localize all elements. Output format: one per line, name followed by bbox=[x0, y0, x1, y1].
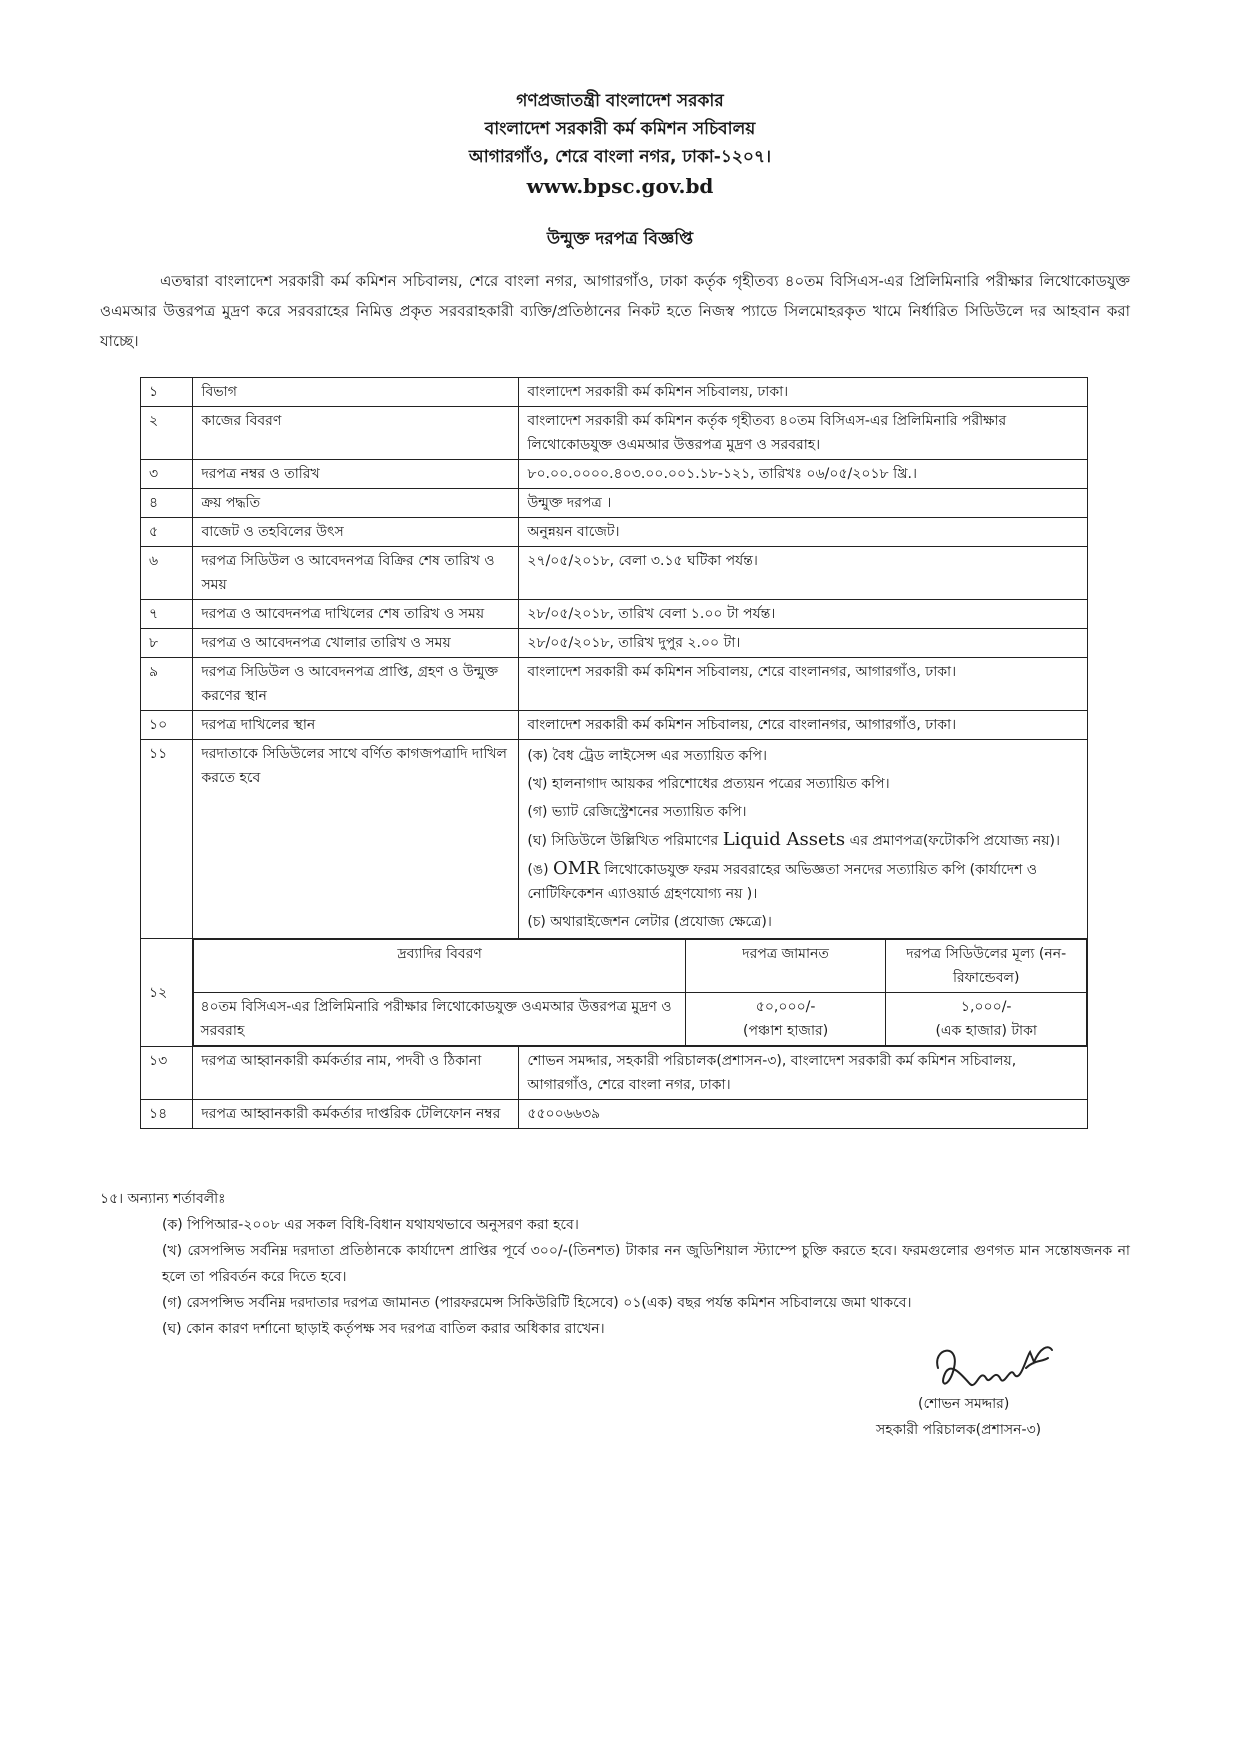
table-row bbox=[141, 600, 1088, 629]
row-value: বাংলাদেশ সরকারী কর্ম কমিশন সচিবালয়, শেরে বাংলানগর, আগারগাঁও, ঢাকা। bbox=[519, 658, 1088, 711]
row-label: দরপত্র ও আবেদনপত্র খোলার তারিখ ও সময় bbox=[193, 629, 519, 658]
table-row bbox=[141, 629, 1088, 658]
price-amount-words: (এক হাজার) টাকা bbox=[935, 1023, 1037, 1039]
signatory-name: (শোভন সমদ্দার) bbox=[918, 1396, 1010, 1412]
notice-title: উন্মুক্ত দরপত্র বিজ্ঞপ্তি bbox=[546, 229, 694, 249]
goods-table bbox=[193, 939, 1087, 1046]
table-row bbox=[141, 1047, 1088, 1100]
row-value: শোভন সমদ্দার, সহকারী পরিচালক(প্রশাসন-৩), বাংলাদেশ সরকারী কর্ম কমিশন সচিবালয়, আগারগাঁও, শেরে বাংলা নগর, ঢাকা। bbox=[519, 1047, 1088, 1100]
conditions-title: ১৫। অন্যান্য শর্তাবলীঃ bbox=[100, 1191, 226, 1207]
row-number: ১২ bbox=[141, 939, 193, 1047]
table-row bbox=[141, 460, 1088, 489]
omr-text: OMR bbox=[553, 858, 600, 879]
row-value: ২৮/০৫/২০১৮, তারিখ বেলা ১.০০ টা পর্যন্ত। bbox=[519, 600, 1088, 629]
row-label: বিভাগ bbox=[193, 378, 519, 407]
row-label: দরদাতাকে সিডিউলের সাথে বর্ণিত কাগজপত্রাদি দাখিল করতে হবে bbox=[193, 740, 519, 939]
condition-item: (ক) পিপিআর-২০০৮ এর সকল বিধি-বিধান যথাযথভাবে অনুসরণ করা হবে। bbox=[162, 1217, 579, 1233]
row-number: ৫ bbox=[141, 518, 193, 547]
tender-details-table bbox=[140, 377, 1088, 1129]
document-item: (ক) বৈধ ট্রেড লাইসেন্স এর সত্যায়িত কপি। bbox=[527, 748, 767, 764]
document-item-prefix: (ঙ) bbox=[527, 862, 549, 878]
condition-item: (ঘ) কোন কারণ দর্শানো ছাড়াই কর্তৃপক্ষ সব দরপত্র বাতিল করার অধিকার রাখেন। bbox=[162, 1321, 605, 1337]
document-item bbox=[527, 855, 1079, 908]
header-address: আগারগাঁও, শেরে বাংলা নগর, ঢাকা-১২০৭। bbox=[468, 147, 772, 167]
goods-header-description: দ্রব্যাদির বিবরণ bbox=[194, 940, 685, 993]
row-number: ১৪ bbox=[141, 1100, 193, 1129]
row-label: দরপত্র নম্বর ও তারিখ bbox=[193, 460, 519, 489]
row-number: ২ bbox=[141, 407, 193, 460]
row-value: উন্মুক্ত দরপত্র । bbox=[519, 489, 1088, 518]
row-label: দরপত্র ও আবেদনপত্র দাখিলের শেষ তারিখ ও সময় bbox=[193, 600, 519, 629]
document-item: (গ) ভ্যাট রেজিস্ট্রেশনের সত্যায়িত কপি। bbox=[527, 804, 747, 820]
price-amount: ১,০০০/- bbox=[960, 999, 1012, 1015]
row-number: ১ bbox=[141, 378, 193, 407]
row-label: দরপত্র সিডিউল ও আবেদনপত্র প্রাপ্তি, গ্রহণ ও উন্মুক্ত করণের স্থান bbox=[193, 658, 519, 711]
document-item-suffix: লিথোকোডযুক্ত ফরম সরবরাহের অভিজ্ঞতা সনদের সত্যায়িত কপি (কার্যাদেশ ও নোটিফিকেশন এ্যাওয়ার্ড গ্রহণযোগ্য নয় )। bbox=[527, 862, 1038, 902]
table-row bbox=[141, 407, 1088, 460]
row-number: ৬ bbox=[141, 547, 193, 600]
header-government: গণপ্রজাতন্ত্রী বাংলাদেশ সরকার bbox=[516, 91, 724, 111]
liquid-assets-text: Liquid Assets bbox=[722, 829, 846, 850]
row-label: দরপত্র আহ্বানকারী কর্মকর্তার নাম, পদবী ও ঠিকানা bbox=[193, 1047, 519, 1100]
goods-price bbox=[886, 993, 1087, 1046]
row-number: ৪ bbox=[141, 489, 193, 518]
table-row bbox=[141, 378, 1088, 407]
row-value: ২৮/০৫/২০১৮, তারিখ দুপুর ২.০০ টা। bbox=[519, 629, 1088, 658]
table-row-documents bbox=[141, 740, 1088, 939]
table-row bbox=[141, 489, 1088, 518]
table-row bbox=[141, 547, 1088, 600]
goods-header-price: দরপত্র সিডিউলের মূল্য (নন-রিফান্ডেবল) bbox=[886, 940, 1087, 993]
row-value: বাংলাদেশ সরকারী কর্ম কমিশন সচিবালয়, ঢাকা। bbox=[519, 378, 1088, 407]
document-item: (খ) হালনাগাদ আয়কর পরিশোধের প্রত্যয়ন পত্রের সত্যায়িত কপি। bbox=[527, 776, 890, 792]
row-number: ১৩ bbox=[141, 1047, 193, 1100]
goods-cell bbox=[193, 939, 1088, 1047]
goods-description: ৪০তম বিসিএস-এর প্রিলিমিনারি পরীক্ষার লিথোকোডযুক্ত ওএমআর উত্তরপত্র মুদ্রণ ও সরবরাহ bbox=[194, 993, 685, 1046]
row-number: ৮ bbox=[141, 629, 193, 658]
conditions-section bbox=[100, 1186, 1130, 1342]
security-amount-words: (পঞ্চাশ হাজার) bbox=[743, 1023, 829, 1039]
row-number: ১০ bbox=[141, 711, 193, 740]
row-value: ৫৫০০৬৬৩৯ bbox=[519, 1100, 1088, 1129]
row-value: বাংলাদেশ সরকারী কর্ম কমিশন কর্তৃক গৃহীতব্য ৪০তম বিসিএস-এর প্রিলিমিনারি পরীক্ষার লিথোকোডযুক্ত ওএমআর উত্তরপত্র মুদ্রণ ও সরবরাহ। bbox=[519, 407, 1088, 460]
signatory-designation: সহকারী পরিচালক(প্রশাসন-৩) bbox=[876, 1422, 1042, 1438]
table-row bbox=[141, 658, 1088, 711]
row-label: দরপত্র সিডিউল ও আবেদনপত্র বিক্রির শেষ তারিখ ও সময় bbox=[193, 547, 519, 600]
row-value: ৮০.০০.০০০০.৪০৩.০০.০০১.১৮-১২১, তারিখঃ ০৬/০৫/২০১৮ খ্রি.। bbox=[519, 460, 1088, 489]
goods-security bbox=[685, 993, 886, 1046]
row-label: দরপত্র আহ্বানকারী কর্মকর্তার দাপ্তরিক টেলিফোন নম্বর bbox=[193, 1100, 519, 1129]
document-item bbox=[527, 826, 1079, 855]
document-item-prefix: (ঘ) সিডিউলে উল্লিখিত পরিমাণের bbox=[527, 833, 719, 849]
row-label: কাজের বিবরণ bbox=[193, 407, 519, 460]
goods-header-security: দরপত্র জামানত bbox=[685, 940, 886, 993]
goods-data-row bbox=[194, 993, 1087, 1046]
row-value: ২৭/০৫/২০১৮, বেলা ৩.১৫ ঘটিকা পর্যন্ত। bbox=[519, 547, 1088, 600]
intro-paragraph: এতদ্বারা বাংলাদেশ সরকারী কর্ম কমিশন সচিবালয়, শেরে বাংলা নগর, আগারগাঁও, ঢাকা কর্তৃক গৃহীতব্য ৪০তম বিসিএস-এর প্রিলিমিনারি পরীক্ষার লিথোকোডযুক্ত ওএমআর উত্তরপত্র মুদ্রণ করে সরবরাহের নিমিত্ত প্রকৃত সরবরাহকারী ব্যক্তি/প্রতিষ্ঠানের নিকট হতে নিজস্ব প্যাডে সিলমোহরকৃত খামে নির্ধারিত সিডিউলে দর আহবান করা যাচ্ছে। bbox=[100, 272, 1130, 350]
documents-list bbox=[519, 740, 1088, 939]
table-row-goods bbox=[141, 939, 1088, 1047]
row-value: অনুন্নয়ন বাজেট। bbox=[519, 518, 1088, 547]
condition-item: (খ) রেসপন্সিভ সর্বনিম্ন দরদাতা প্রতিষ্ঠানকে কার্যাদেশ প্রাপ্তির পূর্বে ৩০০/-(তিনশত) টাকার নন জুডিশিয়াল স্ট্যাম্পে চুক্তি করতে হবে। ফরমগুলোর গুণগত মান সন্তোষজনক না হলে তা পরিবর্তন করে দিতে হবে। bbox=[162, 1243, 1130, 1285]
goods-header-row bbox=[194, 940, 1087, 993]
table-row bbox=[141, 1100, 1088, 1129]
row-label: বাজেট ও তহবিলের উৎস bbox=[193, 518, 519, 547]
condition-item: (গ) রেসপন্সিভ সর্বনিম্ন দরদাতার দরপত্র জামানত (পারফরমেন্স সিকিউরিটি হিসেবে) ০১(এক) বছর পর্যন্ত কমিশন সচিবালয়ে জমা থাকবে। bbox=[162, 1295, 912, 1311]
row-number: ১১ bbox=[141, 740, 193, 939]
row-value: বাংলাদেশ সরকারী কর্ম কমিশন সচিবালয়, শেরে বাংলানগর, আগারগাঁও, ঢাকা। bbox=[519, 711, 1088, 740]
row-label: ক্রয় পদ্ধতি bbox=[193, 489, 519, 518]
row-number: ৭ bbox=[141, 600, 193, 629]
security-amount: ৫০,০০০/- bbox=[755, 999, 816, 1015]
document-item-suffix: এর প্রমাণপত্র(ফটোকপি প্রযোজ্য নয়)। bbox=[849, 833, 1060, 849]
row-number: ৯ bbox=[141, 658, 193, 711]
row-number: ৩ bbox=[141, 460, 193, 489]
row-label: দরপত্র দাখিলের স্থান bbox=[193, 711, 519, 740]
table-row bbox=[141, 711, 1088, 740]
header-commission: বাংলাদেশ সরকারী কর্ম কমিশন সচিবালয় bbox=[484, 119, 756, 139]
table-row bbox=[141, 518, 1088, 547]
header-website: www.bpsc.gov.bd bbox=[526, 174, 714, 198]
document-item: (চ) অথারাইজেশন লেটার (প্রযোজ্য ক্ষেত্রে)। bbox=[527, 914, 772, 930]
